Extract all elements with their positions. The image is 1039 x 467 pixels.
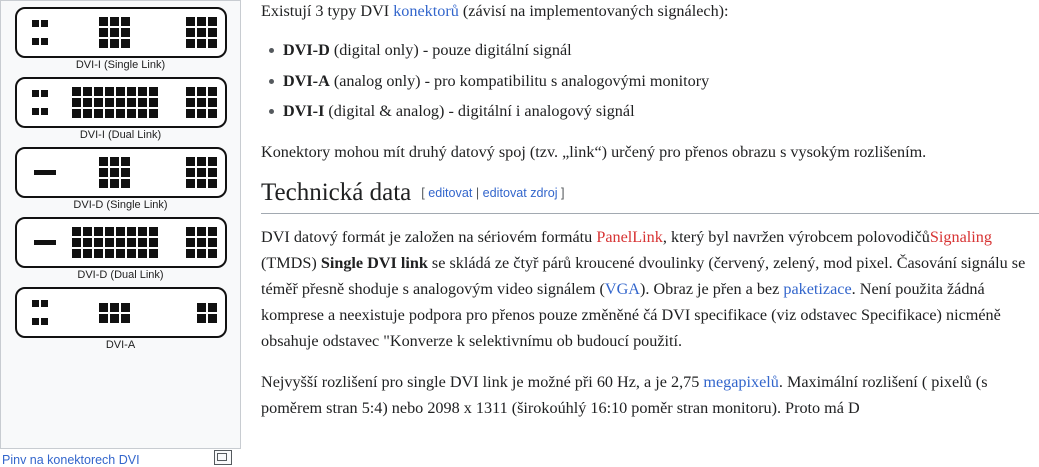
list-item — [283, 99, 1039, 125]
tech-p1-bold: Single DVI link — [320, 253, 428, 272]
digital-pin-group-secondary — [165, 17, 217, 48]
connector-caption: DVI-D (Single Link) — [73, 199, 168, 211]
lead-paragraph — [261, 0, 1039, 24]
section-heading-technicka-data — [261, 177, 1039, 213]
connector-figure — [7, 7, 234, 71]
pin-grid-left — [32, 20, 57, 45]
flat-blade — [34, 170, 56, 175]
section-edit-links — [421, 186, 564, 200]
digital-pin-group-main — [65, 87, 165, 118]
analog-pin-group — [25, 20, 65, 45]
dvi-i-single-link-diagram — [15, 7, 227, 58]
tech-paragraph-1 — [261, 224, 1039, 355]
edit-bracket-open: [ — [421, 186, 425, 201]
edit-separator: | — [475, 186, 480, 201]
section-title: Technická data — [261, 179, 412, 207]
connector-figure — [7, 287, 234, 351]
link-panellink[interactable]: PanelLink — [596, 227, 663, 246]
lead-text-before: Existují 3 typy DVI — [261, 2, 394, 20]
flat-blade — [34, 240, 56, 245]
link-konektoru[interactable]: konektorů — [393, 2, 459, 20]
flat-blade-slot — [25, 240, 65, 245]
link-signaling[interactable]: Signaling — [929, 227, 992, 246]
tech-p2-t2: . Maximální rozlišení ( — [778, 372, 928, 391]
connector-figure — [7, 147, 234, 211]
pin-grid-right — [186, 157, 217, 188]
edit-link[interactable]: editovat — [428, 186, 473, 201]
digital-pin-group-main — [65, 157, 165, 188]
link-vga[interactable]: VGA — [604, 279, 640, 298]
pin-grid-left — [32, 300, 57, 325]
list-item-term: DVI-A — [283, 71, 330, 90]
tech-p1-t4: se skládá ze čtyř párů kroucené dvoulinky (červený, zelený, mod — [427, 253, 853, 272]
pin-grid-mid — [99, 157, 130, 188]
connector-caption: DVI-I (Dual Link) — [79, 129, 162, 141]
tech-p1-t5: pixel. Časování signálu se téměř přesně shoduje s analogovým video signálem ( — [261, 253, 1026, 298]
analog-pin-group — [25, 90, 65, 115]
dvi-type-list — [261, 38, 1039, 125]
dvi-a-diagram — [15, 287, 227, 338]
tech-p1-t6: ). Obraz je přen — [639, 279, 742, 298]
connector-caption: DVI-I (Single Link) — [75, 59, 166, 71]
digital-pin-group-secondary — [165, 303, 217, 323]
digital-pin-group-main — [65, 303, 165, 323]
dvi-d-dual-link-diagram — [15, 217, 227, 268]
connector-caption: DVI-D (Dual Link) — [77, 269, 164, 281]
list-item-desc: (analog only) - pro kompatibilitu s analogovými monitory — [329, 71, 710, 90]
figure-caption-link[interactable]: Pinv na konektorech DVI — [2, 453, 140, 467]
digital-pin-group-main — [65, 17, 165, 48]
lead-text-after: (závisí na implementovaných signálech): — [458, 2, 729, 20]
digital-pin-group-secondary — [165, 227, 217, 258]
tech-p1-t9: DVI specifikace (viz odstavec Specifikace) nicméně obsahuje odstavec "Konverze k selektivnímu ob — [261, 306, 1001, 351]
pin-grid-right — [186, 87, 217, 118]
tech-p2-t1: Nejvyšší rozlišení pro single DVI link je možné při 60 Hz, a je 2,75 — [261, 372, 704, 391]
dvi-i-dual-link-diagram — [15, 77, 227, 128]
analog-pin-group — [25, 300, 65, 325]
connector-caption: DVI-A — [105, 339, 136, 351]
tech-p1-t10: budoucí použití. — [576, 332, 683, 351]
article-body — [261, 0, 1039, 465]
tech-p1-t3: (TMDS) — [261, 253, 321, 272]
link-paketizace[interactable]: paketizace — [783, 279, 852, 298]
list-item-desc: (digital only) - pouze digitální signál — [329, 41, 572, 60]
tech-p2-t3: pixelů (s poměrem stran 5:4) nebo 2098 x 1311 (širokoúhlý 16:10 poměr stran monitoru). Proto má D — [261, 372, 988, 417]
tech-p1-t7: a bez — [745, 279, 784, 298]
dvi-connector-figure-panel — [0, 0, 241, 449]
pin-grid-mid — [72, 227, 158, 258]
tech-p1-t8: . Není použita žádná komprese a neexistuje podpora pro přenos pouze změněné čá — [261, 279, 985, 325]
pin-grid-right — [186, 227, 217, 258]
pin-grid-mid — [99, 303, 130, 323]
pin-grid-left — [32, 90, 57, 115]
digital-pin-group-main — [65, 227, 165, 258]
pin-grid-mid — [99, 17, 130, 48]
link-paragraph: Konektory mohou mít druhý datový spoj (tzv. „link“) určený pro přenos obrazu s vysokým rozlišením. — [261, 143, 927, 162]
digital-pin-group-secondary — [165, 87, 217, 118]
pin-grid-right — [186, 17, 217, 48]
list-item-term: DVI-D — [283, 41, 330, 60]
tech-paragraph-2 — [261, 369, 1039, 421]
list-item-term: DVI-I — [283, 102, 325, 121]
connector-figure — [7, 217, 234, 281]
list-item-desc: (digital & analog) - digitální i analogový signál — [324, 102, 635, 121]
tech-p1-t2: , který byl navržen výrobcem polovodičů — [662, 227, 930, 246]
edit-bracket-close: ] — [561, 186, 565, 201]
pin-grid-mid — [72, 87, 158, 118]
dvi-d-single-link-diagram — [15, 147, 227, 198]
list-item — [283, 38, 1039, 64]
link-megapixelu[interactable]: megapixelů — [703, 372, 779, 391]
edit-source-link[interactable]: editovat zdroj — [482, 186, 558, 201]
digital-pin-group-secondary — [165, 157, 217, 188]
expand-image-icon[interactable] — [214, 450, 232, 465]
list-item — [283, 69, 1039, 95]
tech-p1-t1: DVI datový formát je založen na sériovém formátu — [261, 227, 597, 246]
flat-blade-slot — [25, 170, 65, 175]
connector-figure — [7, 77, 234, 141]
pin-grid-right — [197, 303, 217, 323]
